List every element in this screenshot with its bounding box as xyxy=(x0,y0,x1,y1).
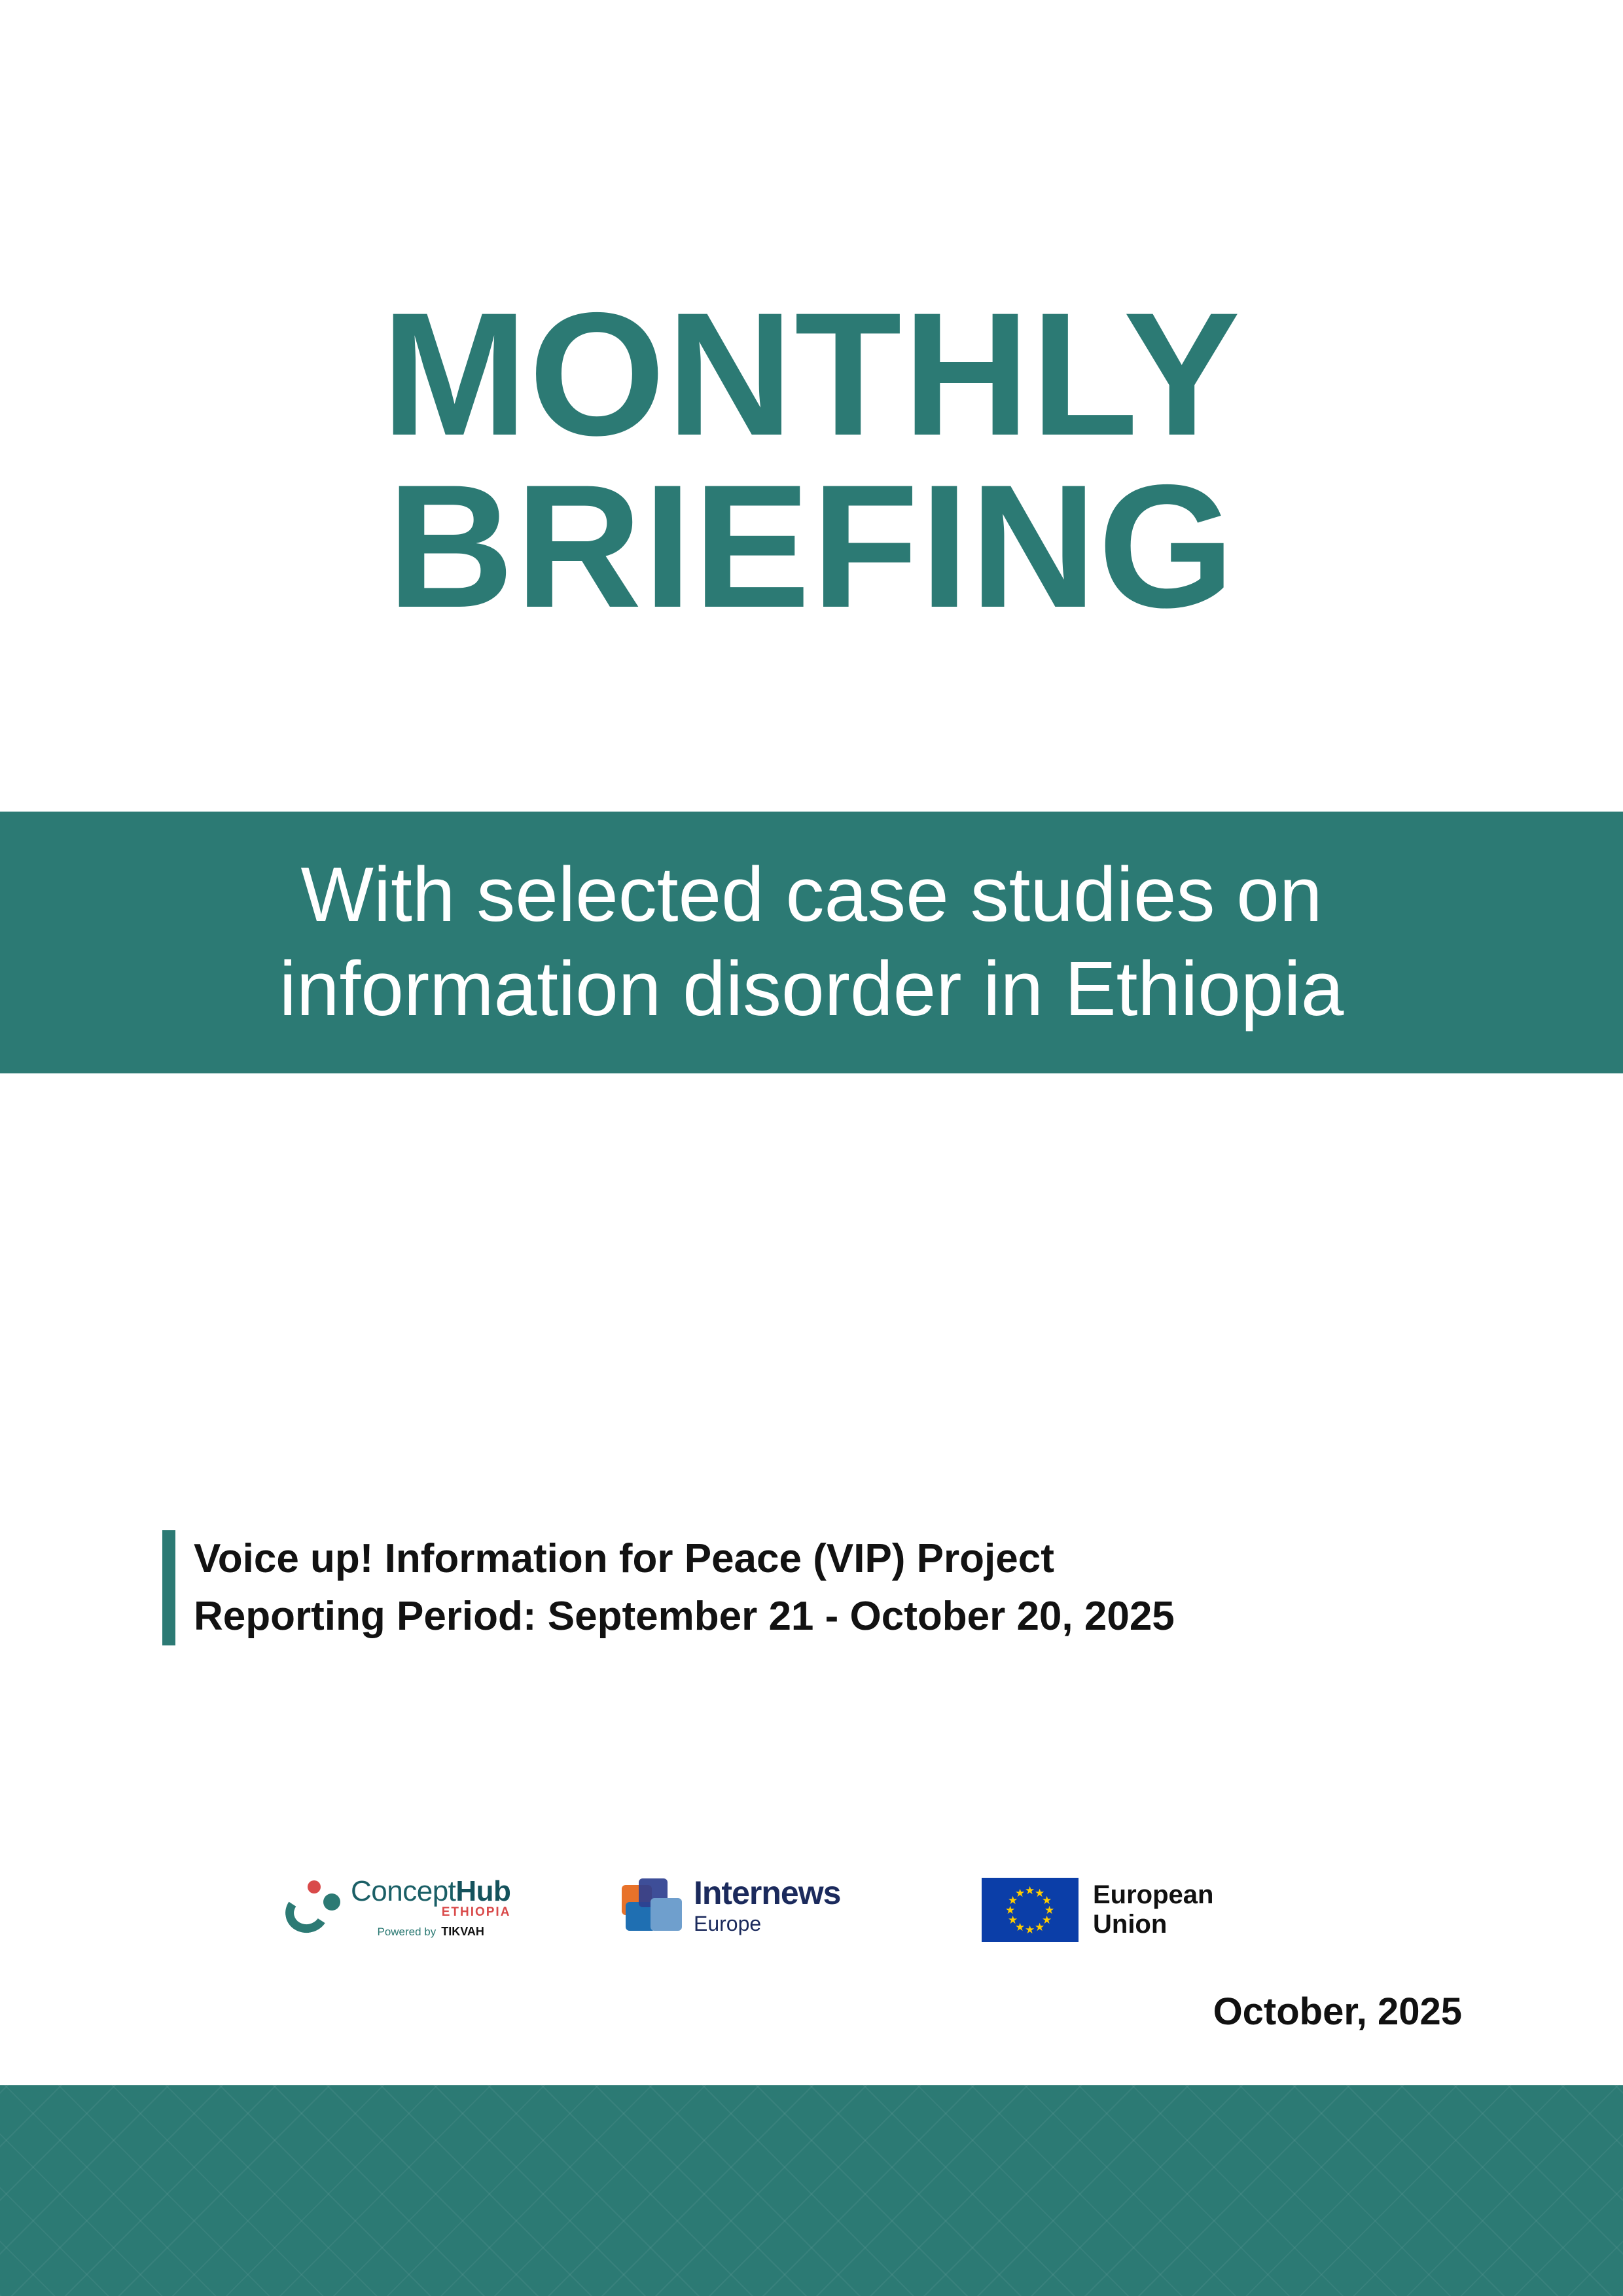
eu-star-icon: ★ xyxy=(1015,1887,1026,1900)
subtitle-line-1: With selected case studies on xyxy=(300,852,1323,939)
page-title xyxy=(0,276,1623,644)
concepthub-subtitle: ETHIOPIA xyxy=(441,1905,511,1919)
concepthub-name-light: Concept xyxy=(351,1875,456,1907)
powered-by-label: Powered by xyxy=(377,1925,437,1938)
logo-row xyxy=(249,1862,1214,1986)
eu-star-icon: ★ xyxy=(1044,1904,1055,1916)
reporting-period: Reporting Period: September 21 - October 20, 2025 xyxy=(194,1594,1175,1640)
eu-star-icon: ★ xyxy=(1008,1894,1018,1907)
internews-name: Internews xyxy=(694,1874,841,1911)
concepthub-logo xyxy=(281,1875,510,1939)
eu-star-icon: ★ xyxy=(1015,1920,1026,1933)
eu-star-icon: ★ xyxy=(1025,1884,1035,1897)
subtitle xyxy=(188,848,1436,1037)
subtitle-line-2: information disorder in Ethiopia xyxy=(279,946,1344,1032)
concepthub-name-bold: Hub xyxy=(455,1875,511,1907)
bottom-decorative-band xyxy=(0,2085,1623,2296)
project-info xyxy=(162,1530,1175,1645)
accent-bar xyxy=(162,1530,175,1645)
internews-mark-icon xyxy=(622,1878,685,1932)
project-name: Voice up! Information for Peace (VIP) Project xyxy=(194,1536,1054,1581)
subtitle-band xyxy=(0,812,1623,1073)
title-line-2: BRIEFING xyxy=(387,447,1236,644)
eu-star-icon: ★ xyxy=(1008,1914,1018,1926)
internews-europe-logo xyxy=(622,1876,840,1934)
internews-sub: Europe xyxy=(694,1912,762,1935)
title-line-1: MONTHLY xyxy=(381,276,1242,472)
publication-date: October, 2025 xyxy=(1213,1990,1462,2033)
concepthub-mark-icon xyxy=(281,1879,344,1935)
eu-star-icon: ★ xyxy=(1035,1887,1045,1900)
eu-star-icon: ★ xyxy=(1025,1924,1035,1936)
european-union-logo xyxy=(982,1878,1213,1942)
eu-star-icon: ★ xyxy=(1035,1920,1045,1933)
eu-star-icon: ★ xyxy=(1041,1914,1052,1926)
eu-star-icon: ★ xyxy=(1005,1904,1016,1916)
eu-line-1: European xyxy=(1093,1880,1214,1910)
diamond-pattern xyxy=(0,2085,1623,2296)
eu-flag-icon xyxy=(982,1878,1079,1942)
eu-star-icon: ★ xyxy=(1041,1894,1052,1907)
eu-line-2: Union xyxy=(1093,1910,1168,1939)
tikvah-name: TIKVAH xyxy=(441,1925,484,1938)
